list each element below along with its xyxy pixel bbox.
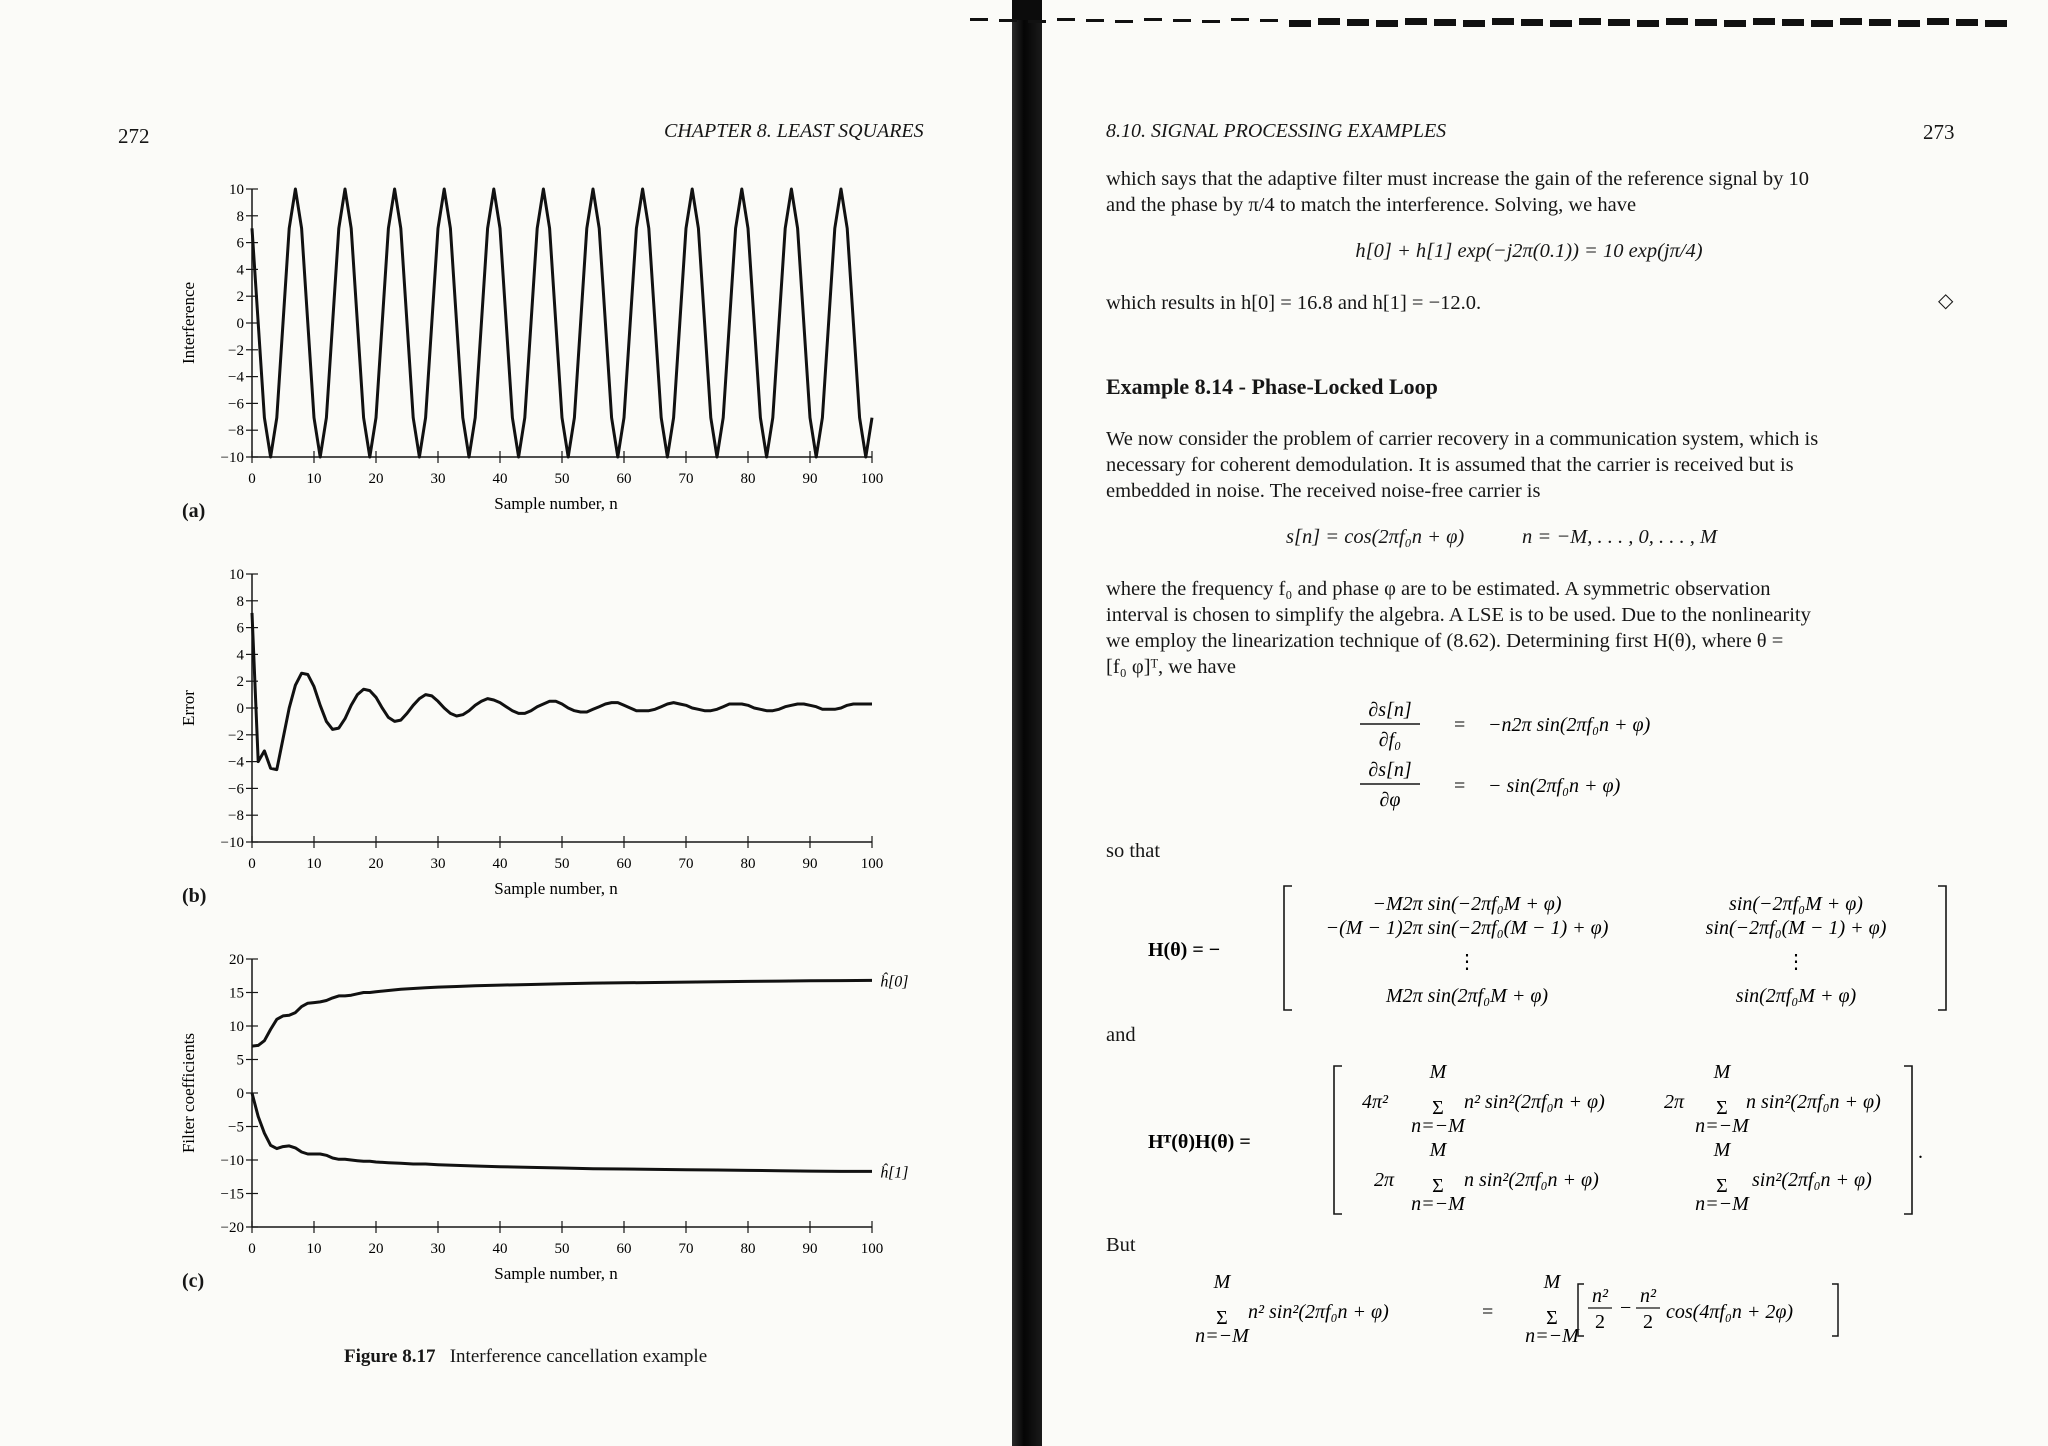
y-tick-label: 20 [229,952,244,968]
x-tick-label: 50 [554,471,570,487]
paragraph-2: which results in h[0] = 16.8 and h[1] = −12.0. [1106,292,1482,314]
H-vdots-col2: ⋮ [1786,951,1806,973]
x-tick-label: 90 [802,471,818,487]
y-tick-label: −2 [228,342,244,359]
x-tick-label: 90 [802,856,818,872]
y-tick-label: 5 [236,1052,244,1069]
y-tick-label: 0 [236,701,244,717]
y-tick-label: −8 [228,808,244,825]
y-axis-label: Interference [179,281,198,365]
x-tick-label: 0 [248,856,256,872]
sum-upper: M [1429,1061,1447,1083]
y-axis-label: Filter coefficients [179,1032,198,1154]
HTH-11-term: n² sin²(2πf₀n + φ) [1464,1091,1605,1113]
x-tick-label: 50 [554,856,570,872]
y-tick-label: 6 [236,235,244,252]
H-vdots-col1: ⋮ [1457,951,1477,973]
y-tick-label: −10 [220,1153,244,1169]
HTH-matrix-equation [1142,1060,2022,1220]
trailing-period: . [1918,1141,1923,1163]
equation-2-lhs: s[n] = cos(2πf₀n + φ) [1286,526,1465,548]
y-tick-label: 15 [229,985,244,1002]
equals-sign: = [1454,714,1466,736]
chart-panel-c [160,945,940,1315]
panel-label-b: (b) [182,885,207,907]
x-tick-label: 30 [430,856,446,872]
H-r2c2: sin(−2πf₀(M − 1) + φ) [1705,917,1887,939]
HTH-12-term: n sin²(2πf₀n + φ) [1746,1091,1881,1113]
page-number: 272 [118,124,150,148]
HTH-lhs: Hᵀ(θ)H(θ) = [1148,1131,1251,1153]
deriv2-rhs: − sin(2πf₀n + φ) [1488,775,1621,797]
x-axis-label: Sample number, n [494,494,618,513]
series-label: ĥ[1] [880,1164,909,1182]
chart-panel-a [160,175,900,545]
x-tick-label: 80 [740,856,756,872]
x-tick-label: 100 [860,856,884,872]
x-tick-label: 0 [248,1241,256,1257]
sum-upper: M [1713,1139,1731,1161]
x-tick-label: 40 [492,471,508,487]
y-tick-label: 8 [236,208,244,225]
final-equation [1192,1270,1892,1350]
x-tick-label: 10 [306,1241,322,1257]
sum-symbol: Σ [1432,1097,1444,1119]
y-tick-label: −15 [220,1186,244,1203]
x-tick-label: 60 [616,856,632,872]
panel-label-a: (a) [182,500,206,522]
y-tick-label: −2 [228,727,244,744]
series-line [252,1093,872,1171]
series-label: ĥ[0] [880,973,909,991]
equals-sign: = [1454,775,1466,797]
series-line [252,613,872,770]
and-text: and [1106,1024,1136,1046]
equals-sign: = [1482,1301,1494,1323]
y-tick-label: 4 [236,262,244,279]
x-tick-label: 10 [306,856,322,872]
left-bracket [1578,1284,1584,1336]
HTH-21-coef: 2π [1374,1169,1395,1191]
H-r1c1: −M2π sin(−2πf₀M + φ) [1372,893,1562,915]
y-tick-label: −10 [220,835,244,851]
y-tick-label: 8 [236,593,244,610]
fraction-numerator: n² [1640,1285,1656,1307]
sum-symbol: Σ [1216,1307,1228,1329]
sum-symbol: Σ [1546,1307,1558,1329]
x-tick-label: 90 [802,1241,818,1257]
x-tick-label: 30 [430,471,446,487]
HTH-22-term: sin²(2πf₀n + φ) [1752,1169,1872,1191]
x-tick-label: 100 [860,471,884,487]
right-bracket [1832,1284,1838,1336]
right-bracket [1904,1066,1912,1214]
x-tick-label: 50 [554,1241,570,1257]
deriv1-rhs: −n2π sin(2πf₀n + φ) [1488,714,1651,736]
y-tick-label: 0 [236,316,244,332]
x-tick-label: 20 [368,856,384,872]
y-tick-label: −10 [220,450,244,466]
y-tick-label: −8 [228,423,244,440]
y-tick-label: 6 [236,620,244,637]
sum-lower: n=−M [1695,1115,1749,1137]
y-tick-label: 2 [236,289,244,306]
end-of-example-mark: ◇ [1938,290,1954,312]
y-tick-label: −4 [228,754,244,771]
example-title: Example 8.14 - Phase-Locked Loop [1106,374,1438,399]
H-matrix-equation [1142,878,2002,1018]
final-lhs-term: n² sin²(2πf₀n + φ) [1248,1301,1389,1323]
right-bracket [1938,886,1946,1010]
left-page [0,0,1012,1446]
sum-upper: M [1429,1139,1447,1161]
left-bracket [1334,1066,1342,1214]
paragraph-1: which says that the adaptive filter must increase the gain of the reference signal by 10 and the phase by π/4 to match the interference. Solving, we have [1106,168,1810,216]
figure-caption-text: Interference cancellation example [449,1346,708,1367]
y-tick-label: −4 [228,369,244,386]
y-tick-label: 10 [229,567,244,583]
y-tick-label: −6 [228,396,244,413]
figure-caption-label: Figure 8.17 [344,1346,436,1367]
right-page [1042,0,2048,1446]
chart-panel-b [160,560,900,930]
sum-upper: M [1543,1271,1561,1293]
but-text: But [1106,1234,1136,1256]
x-tick-label: 70 [678,1241,694,1257]
x-tick-label: 30 [430,1241,446,1257]
x-tick-label: 80 [740,1241,756,1257]
derivative-equations [1342,694,1742,824]
H-matrix-lhs: H(θ) = − [1148,939,1221,961]
x-axis-label: Sample number, n [494,879,618,898]
y-tick-label: 4 [236,647,244,664]
sum-symbol: Σ [1432,1175,1444,1197]
y-tick-label: 10 [229,182,244,198]
HTH-12-coef: 2π [1664,1091,1685,1113]
book-binding-shadow [1012,20,1042,1446]
series-line [252,980,872,1046]
x-tick-label: 80 [740,471,756,487]
x-tick-label: 40 [492,1241,508,1257]
deriv1-numerator: ∂s[n] [1368,699,1412,721]
y-tick-label: 2 [236,674,244,691]
HTH-21-term: n sin²(2πf₀n + φ) [1464,1169,1599,1191]
sum-lower: n=−M [1195,1325,1249,1347]
x-axis-label: Sample number, n [494,1264,618,1283]
x-tick-label: 100 [860,1241,884,1257]
running-header: 8.10. SIGNAL PROCESSING EXAMPLES [1106,120,1447,142]
page-number: 273 [1923,120,1955,144]
H-r1c2: sin(−2πf₀M + φ) [1729,893,1863,915]
deriv2-denominator: ∂φ [1379,789,1401,811]
y-tick-label: −6 [228,781,244,798]
y-tick-label: 10 [229,1019,244,1035]
x-tick-label: 10 [306,471,322,487]
series-line [252,189,872,457]
x-tick-label: 60 [616,471,632,487]
y-tick-label: 0 [236,1086,244,1102]
H-r2c1: −(M − 1)2π sin(−2πf₀(M − 1) + φ) [1325,917,1609,939]
fraction-denominator: 2 [1595,1311,1605,1333]
sum-lower: n=−M [1411,1193,1465,1215]
x-tick-label: 20 [368,1241,384,1257]
minus-sign: − [1620,1297,1632,1319]
figure-caption [344,1346,707,1368]
deriv1-denominator: ∂f₀ [1378,729,1402,751]
sum-symbol: Σ [1716,1175,1728,1197]
y-tick-label: −20 [220,1220,244,1236]
x-tick-label: 60 [616,1241,632,1257]
sum-lower: n=−M [1695,1193,1749,1215]
fraction-numerator: n² [1592,1285,1608,1307]
H-r4c1: M2π sin(2πf₀M + φ) [1385,985,1549,1007]
left-bracket [1284,886,1292,1010]
x-tick-label: 40 [492,856,508,872]
fraction-denominator: 2 [1643,1311,1653,1333]
final-rhs-cos-term: cos(4πf₀n + 2φ) [1666,1301,1794,1323]
HTH-11-coef: 4π² [1362,1091,1389,1113]
sum-lower: n=−M [1525,1325,1579,1347]
paragraph-4: where the frequency f₀ and phase φ are to be estimated. A symmetric observation interval is chosen to simplify the algebra. A LSE is to be used. Due to the nonlinearity we employ the linearization technique of (8.62). Determining first H(θ), where θ = [f₀ φ]ᵀ, we have [1106,578,1811,678]
sum-symbol: Σ [1716,1097,1728,1119]
sum-upper: M [1713,1061,1731,1083]
y-tick-label: −5 [228,1119,244,1136]
x-tick-label: 20 [368,471,384,487]
x-tick-label: 70 [678,471,694,487]
sum-upper: M [1213,1271,1231,1293]
equation-1: h[0] + h[1] exp(−j2π(0.1)) = 10 exp(jπ/4) [1355,240,1703,262]
x-tick-label: 0 [248,471,256,487]
running-header: CHAPTER 8. LEAST SQUARES [664,120,924,142]
paragraph-3: We now consider the problem of carrier recovery in a communication system, which is necessary for coherent demodulation. It is assumed that the carrier is received but is embedded in noise. The received noise-free carrier is [1106,428,1819,502]
y-axis-label: Error [179,690,198,726]
so-that-text: so that [1106,840,1161,862]
panel-label-c: (c) [182,1270,205,1292]
equation-2-rhs: n = −M, . . . , 0, . . . , M [1522,526,1718,548]
H-r4c2: sin(2πf₀M + φ) [1735,985,1857,1007]
deriv2-numerator: ∂s[n] [1368,759,1412,781]
sum-lower: n=−M [1411,1115,1465,1137]
x-tick-label: 70 [678,856,694,872]
